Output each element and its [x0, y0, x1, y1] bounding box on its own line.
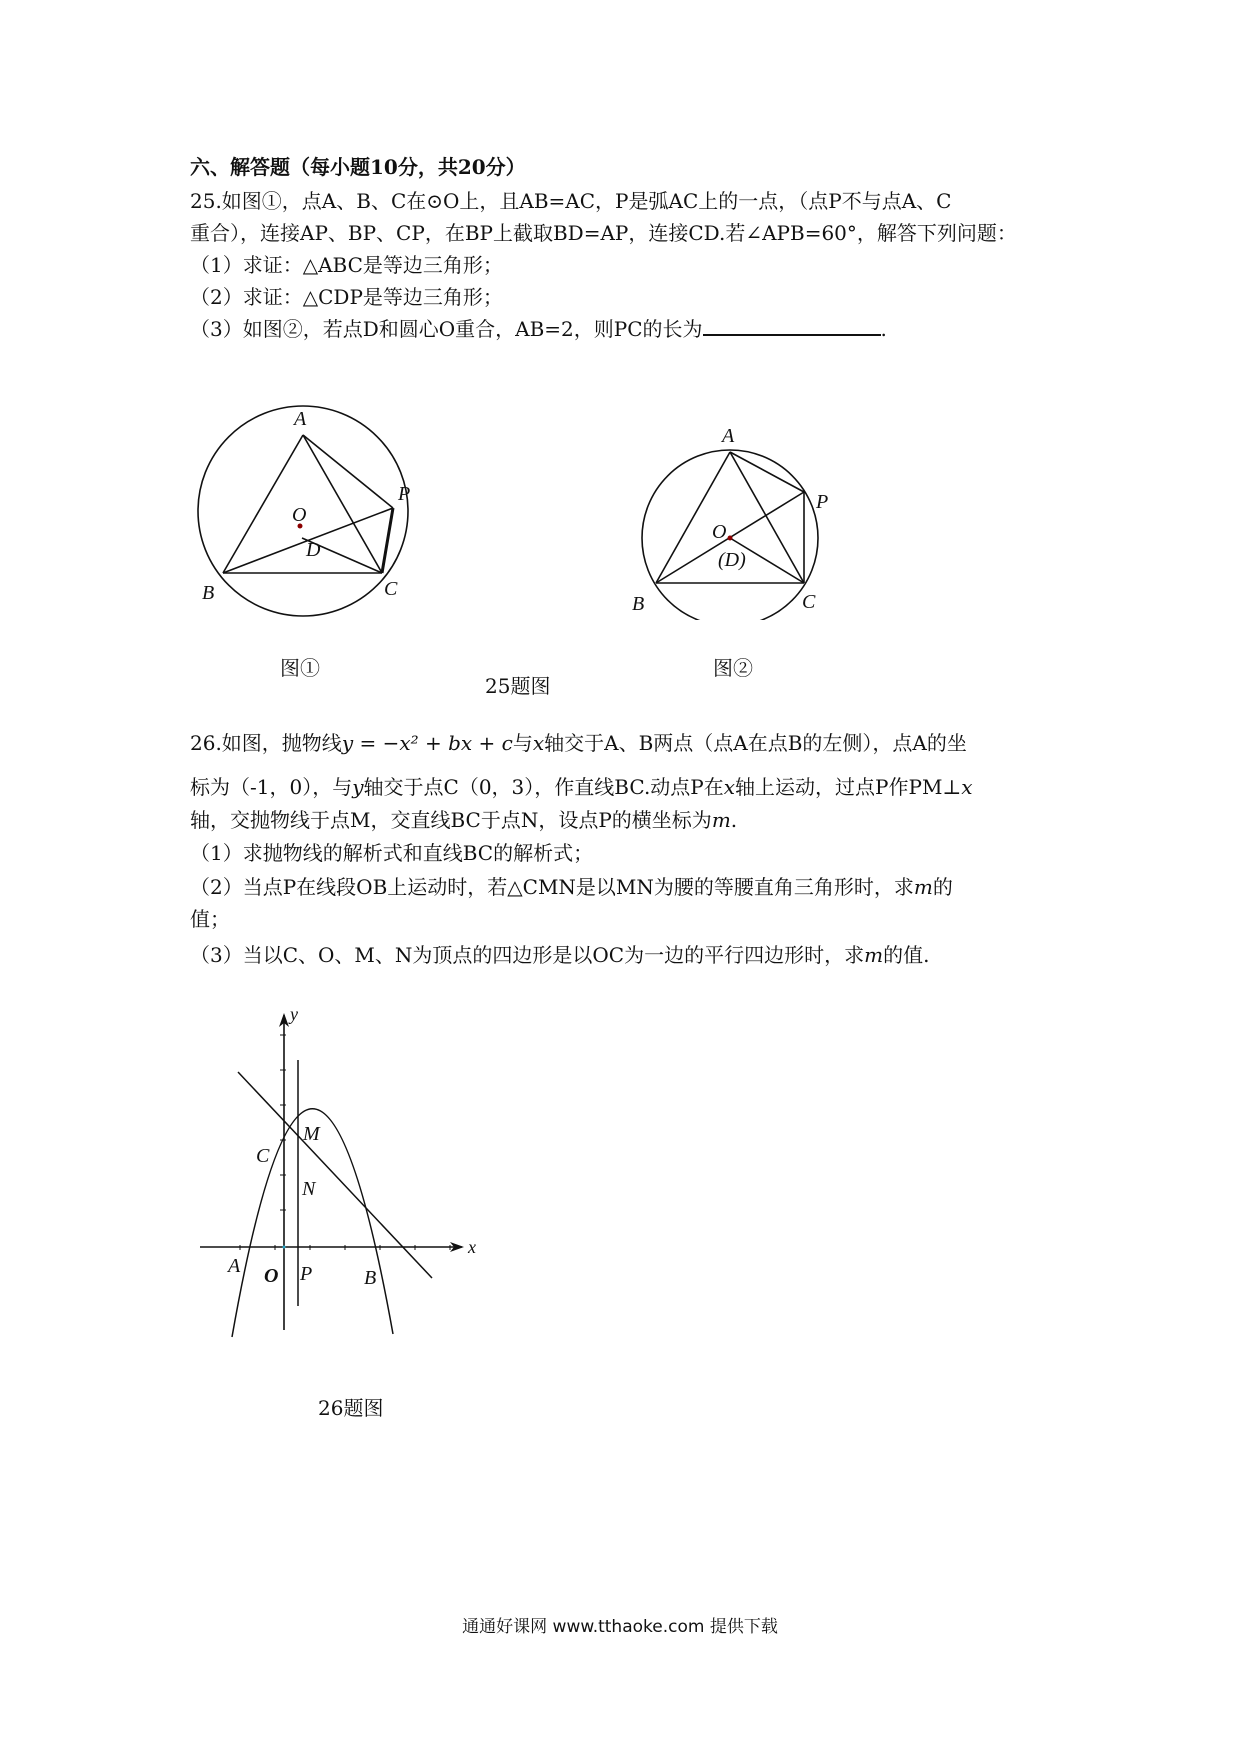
fig2-label-B: B — [632, 593, 645, 615]
fig26-label-M: M — [303, 1123, 320, 1145]
fig26-caption: 26题图 — [318, 1396, 384, 1420]
q26-line-5-m: m — [913, 875, 933, 899]
q26-line-5-pre: （2）当点P在线段OB上运动时，若△CMN是以MN为腰的等腰直角三角形时，求 — [190, 875, 914, 899]
fig26-label-x: x — [468, 1237, 476, 1257]
origin-dot — [283, 1246, 286, 1249]
fig26-label-B: B — [364, 1267, 377, 1289]
q26-line-1-x: x — [532, 731, 545, 755]
q26-line-3-post: . — [730, 808, 738, 832]
q26-line-7 — [190, 940, 929, 970]
q25-figure-caption: 25题图 — [485, 674, 551, 698]
fig1-label-B: B — [202, 582, 215, 604]
q26-line-1-pre: 26.如图，抛物线 — [190, 731, 342, 755]
fig1-label-A: A — [294, 408, 307, 430]
q26-formula: y = −x² + bx + c — [341, 731, 513, 755]
q26-line-7-post: 的值. — [883, 943, 930, 967]
answer-blank — [703, 314, 881, 336]
figure-25-2 — [620, 420, 840, 620]
q26-line-3-pre: 轴，交抛物线于点M，交直线BC于点N，设点P的横坐标为 — [190, 808, 712, 832]
footer-text: 通通好课网 www.tthaoke.com 提供下载 — [462, 1617, 778, 1637]
fig1-label-P: P — [398, 483, 411, 505]
q26-line-2-post: 轴上运动，过点P作PM⊥ — [735, 775, 962, 799]
fig1-seg-CP — [382, 508, 393, 573]
fig2-caption: 图② — [713, 656, 753, 680]
q26-line-2-pre: 标为（-1，0），与 — [190, 775, 353, 799]
q26-line-2-mid: 轴交于点C（0，3），作直线BC.动点P在 — [363, 775, 724, 799]
fig26-label-O: O — [264, 1265, 279, 1287]
q25-line-1: 25.如图①，点A、B、C在⊙O上，且AB=AC，P是弧AC上的一点，（点P不与点A、C — [190, 189, 952, 213]
q26-line-2-x2: x — [961, 775, 973, 799]
fig26-label-N: N — [302, 1178, 316, 1200]
q26-line-3-m: m — [711, 808, 731, 832]
fig2-label-A: A — [722, 425, 735, 447]
fig2-center-dot — [728, 536, 733, 541]
q26-line-1-post: 轴交于A、B两点（点A在点B的左侧），点A的坐 — [544, 731, 967, 755]
q26-line-1 — [190, 728, 967, 758]
fig26-label-C: C — [256, 1145, 270, 1167]
q25-line-5-text: （3）如图②，若点D和圆心O重合，AB=2，则PC的长为 — [190, 317, 703, 341]
fig2-circle — [642, 450, 818, 620]
q26-line-4: （1）求抛物线的解析式和直线BC的解析式； — [190, 841, 594, 865]
q25-line-3: （1）求证：△ABC是等边三角形； — [190, 253, 503, 277]
fig1-label-D: D — [306, 539, 321, 561]
q26-line-5-post: 的 — [932, 875, 953, 899]
q25-line-5 — [190, 314, 887, 344]
q26-line-7-pre: （3）当以C、O、M、N为顶点的四边形是以OC为一边的平行四边形时，求 — [190, 943, 865, 967]
fig26-label-P: P — [300, 1263, 313, 1285]
q25-line-2: 重合），连接AP、BP、CP，在BP上截取BD=AP，连接CD.若∠APB=60°，解答下列问题： — [190, 221, 1017, 245]
q26-line-2 — [190, 772, 973, 802]
q26-line-2-x: x — [723, 775, 736, 799]
q26-line-5 — [190, 872, 953, 902]
fig2-label-D: (D) — [718, 549, 746, 571]
axis-ticks — [240, 1035, 450, 1350]
figure-26 — [200, 1010, 560, 1350]
section-title: 六、解答题（每小题10分，共20分） — [190, 155, 526, 179]
q26-line-6: 值； — [190, 907, 230, 931]
fig26-label-A: A — [228, 1255, 241, 1277]
fig2-label-C: C — [802, 591, 816, 613]
q26-line-7-m: m — [864, 943, 884, 967]
figure-25-1 — [190, 395, 450, 625]
q25-line-5-end: . — [880, 317, 887, 341]
fig1-label-O: O — [292, 504, 307, 526]
q26-line-3 — [190, 805, 737, 835]
q26-line-2-y: y — [352, 775, 364, 799]
fig26-label-y: y — [290, 1010, 298, 1024]
q26-line-1-mid: 与 — [512, 731, 533, 755]
fig2-label-P: P — [816, 491, 829, 513]
fig1-caption: 图① — [280, 656, 320, 680]
fig1-seg-AP — [303, 435, 393, 508]
q25-line-4: （2）求证：△CDP是等边三角形； — [190, 285, 503, 309]
fig1-label-C: C — [384, 578, 398, 600]
fig1-seg-AB — [223, 435, 303, 573]
fig2-label-O: O — [712, 521, 727, 543]
